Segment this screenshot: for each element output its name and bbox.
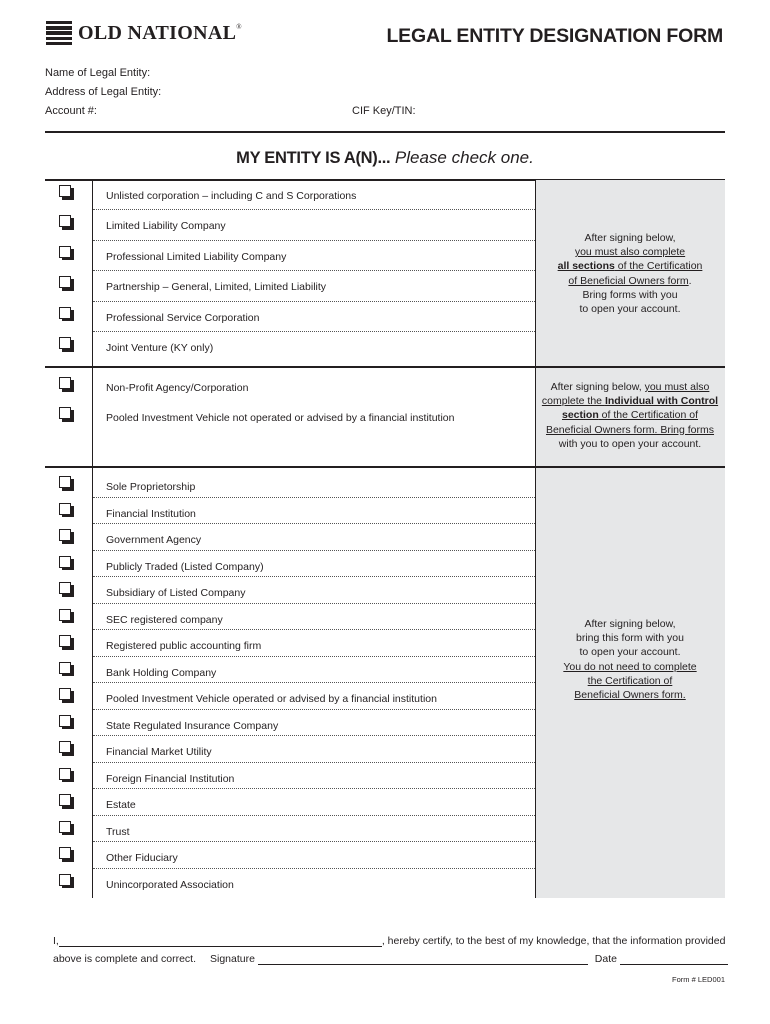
row-separator xyxy=(93,788,535,789)
row-separator xyxy=(93,841,535,842)
entity-type-checkbox[interactable] xyxy=(59,246,73,260)
entity-type-checkbox[interactable] xyxy=(59,215,73,229)
row-separator xyxy=(93,629,535,630)
entity-type-checkbox[interactable] xyxy=(59,635,73,649)
entity-type-label: Partnership – General, Limited, Limited Liability xyxy=(106,281,327,294)
entity-type-label: SEC registered company xyxy=(106,613,223,626)
row-separator xyxy=(93,331,535,332)
note-2-text: After signing below, you must also complete the Individual with Control section of the Certification of Beneficial Owners form. Bring forms with you to open your account. xyxy=(541,381,719,450)
section-heading: MY ENTITY IS A(N)... Please check one. xyxy=(236,148,534,167)
row-separator xyxy=(93,497,535,498)
entity-type-label: Unlisted corporation – including C and S Corporations xyxy=(106,190,357,202)
form-title: LEGAL ENTITY DESIGNATION FORM xyxy=(386,25,723,47)
entity-type-label: Publicly Traded (Listed Company) xyxy=(106,560,264,573)
entity-type-label: Financial Market Utility xyxy=(106,746,212,758)
entity-type-checkbox[interactable] xyxy=(59,662,73,676)
entity-address-label: Address of Legal Entity: xyxy=(45,86,162,98)
entity-type-checkbox[interactable] xyxy=(59,741,73,755)
certification-line-2: above is complete and correct. Signature Date xyxy=(53,953,728,965)
bank-logo-text: OLD NATIONAL® xyxy=(78,22,242,44)
entity-type-label: Bank Holding Company xyxy=(106,666,217,679)
entity-type-label: Pooled Investment Vehicle operated or advised by a financial institution xyxy=(106,693,437,705)
bank-logo-icon xyxy=(46,21,72,46)
row-separator xyxy=(93,523,535,524)
note-panel-3 xyxy=(535,468,725,898)
row-separator xyxy=(93,270,535,271)
entity-type-label: Unincorporated Association xyxy=(106,878,234,891)
entity-type-checkbox[interactable] xyxy=(59,768,73,782)
entity-type-checkbox[interactable] xyxy=(59,582,73,596)
row-separator xyxy=(93,815,535,816)
note-panel-1 xyxy=(535,180,725,366)
entity-type-label: Trust xyxy=(106,825,130,838)
entity-type-checkbox[interactable] xyxy=(59,407,73,421)
entity-type-checkbox[interactable] xyxy=(59,307,73,321)
note-3-text: After signing below, bring this form with you to open your account. You do not need to complete the Certification of Beneficial Owners form. xyxy=(563,618,697,702)
entity-type-checkbox[interactable] xyxy=(59,715,73,729)
row-separator xyxy=(93,762,535,763)
signature-field[interactable] xyxy=(258,953,588,965)
entity-type-checkbox[interactable] xyxy=(59,874,73,888)
entity-name-label: Name of Legal Entity: xyxy=(45,67,151,79)
account-number-label: Account #: xyxy=(45,105,97,117)
notes-column-divider xyxy=(535,179,536,898)
row-separator xyxy=(93,603,535,604)
entity-type-checkbox[interactable] xyxy=(59,529,73,543)
note-panel-2 xyxy=(535,368,725,466)
checkbox-column-divider xyxy=(92,179,93,898)
row-separator xyxy=(93,550,535,551)
entity-type-checkbox[interactable] xyxy=(59,794,73,808)
row-separator xyxy=(93,240,535,241)
form-number: Form # LED001 xyxy=(672,975,725,984)
cif-key-label: CIF Key/TIN: xyxy=(352,105,416,117)
entity-type-label: Foreign Financial Institution xyxy=(106,772,235,785)
entity-type-checkbox[interactable] xyxy=(59,688,73,702)
row-separator xyxy=(93,209,535,210)
section-divider-1 xyxy=(45,366,725,368)
entity-type-label: Sole Proprietorship xyxy=(106,481,196,493)
row-separator xyxy=(93,709,535,710)
entity-type-label: Joint Venture (KY only) xyxy=(106,342,214,354)
entity-type-checkbox[interactable] xyxy=(59,821,73,835)
row-separator xyxy=(93,301,535,302)
date-field[interactable] xyxy=(620,953,728,965)
entity-type-label: Non-Profit Agency/Corporation xyxy=(106,382,249,394)
entity-type-label: Government Agency xyxy=(106,534,202,546)
entity-type-checkbox[interactable] xyxy=(59,556,73,570)
entity-type-label: State Regulated Insurance Company xyxy=(106,719,279,732)
entity-type-checkbox[interactable] xyxy=(59,185,73,199)
entity-type-checkbox[interactable] xyxy=(59,503,73,517)
entity-type-table xyxy=(45,179,725,898)
entity-type-label: Other Fiduciary xyxy=(106,852,178,864)
entity-type-checkbox[interactable] xyxy=(59,337,73,351)
entity-type-label: Limited Liability Company xyxy=(106,220,226,233)
header-divider xyxy=(45,131,725,133)
entity-type-label: Financial Institution xyxy=(106,507,196,520)
entity-type-checkbox[interactable] xyxy=(59,476,73,490)
row-separator xyxy=(93,735,535,736)
row-separator xyxy=(93,656,535,657)
entity-type-checkbox[interactable] xyxy=(59,377,73,391)
row-separator xyxy=(93,682,535,683)
entity-type-checkbox[interactable] xyxy=(59,847,73,861)
row-separator xyxy=(93,868,535,869)
entity-type-label: Professional Limited Liability Company xyxy=(106,250,287,263)
entity-type-checkbox[interactable] xyxy=(59,276,73,290)
note-1-text: After signing below, you must also complete all sections of the Certification of Beneficial Owners form. Bring forms with you to open your account. xyxy=(557,232,703,316)
entity-type-label: Registered public accounting firm xyxy=(106,640,262,652)
entity-type-label: Pooled Investment Vehicle not operated or advised by a financial institution xyxy=(106,412,455,425)
entity-type-label: Professional Service Corporation xyxy=(106,311,260,324)
row-separator xyxy=(93,576,535,577)
section-divider-2 xyxy=(45,466,725,468)
entity-type-checkbox[interactable] xyxy=(59,609,73,623)
certifier-name-field[interactable] xyxy=(59,935,382,947)
entity-type-label: Subsidiary of Listed Company xyxy=(106,587,246,599)
certification-line-1: I, , hereby certify, to the best of my knowledge, that the information provided xyxy=(53,935,726,947)
entity-type-label: Estate xyxy=(106,799,136,811)
